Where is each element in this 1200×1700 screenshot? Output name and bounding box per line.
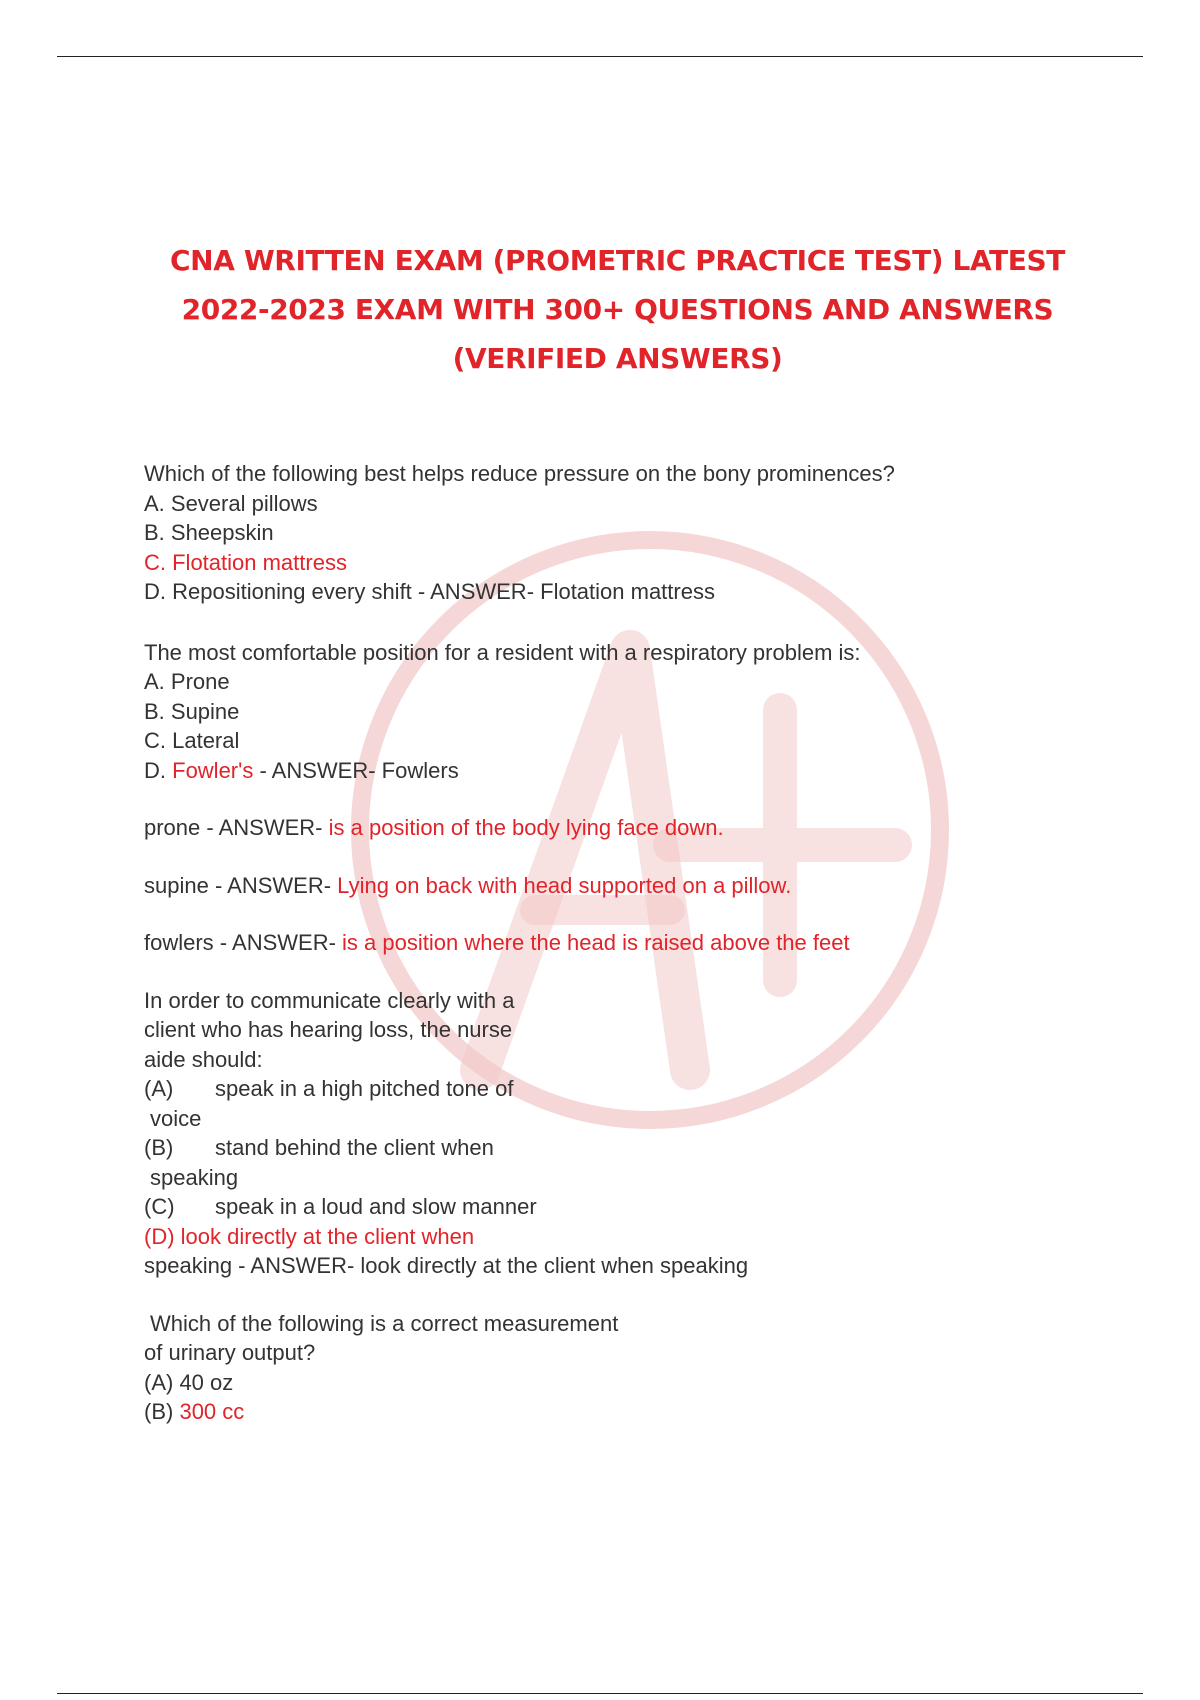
definition-fowlers — [144, 928, 1084, 958]
definition-fowlers-text: is a position where the head is raised above the feet — [342, 930, 850, 955]
q2-option-d — [144, 756, 1084, 786]
question-1: Which of the following best helps reduce pressure on the bony prominences? — [144, 461, 895, 486]
q3-option-b — [144, 1133, 1084, 1163]
q3-option-b-label: (B) — [144, 1135, 174, 1160]
q2-option-c: C. Lateral — [144, 728, 240, 753]
q1-option-c: C. Flotation mattress — [144, 549, 347, 575]
definition-prone-term: prone - ANSWER- — [144, 815, 329, 840]
top-rule — [57, 56, 1143, 57]
q2-option-d-answer: Fowler's — [172, 757, 254, 783]
title-line-3: (VERIFIED ANSWERS) — [452, 342, 783, 375]
q2-option-d-suffix: - ANSWER- Fowlers — [253, 757, 459, 783]
q3-option-c-text: speak in a loud and slow manner — [215, 1194, 537, 1219]
question-3-line-1: In order to communicate clearly with a — [144, 987, 515, 1013]
q3-option-a — [144, 1074, 1084, 1104]
q1-option-b: B. Sheepskin — [144, 520, 274, 545]
title-line-2: 2022-2023 EXAM WITH 300+ QUESTIONS AND ANSWERS — [181, 293, 1054, 326]
title-line-1: CNA WRITTEN EXAM (PROMETRIC PRACTICE TEST) LATEST — [170, 244, 1065, 277]
q3-option-c — [144, 1192, 1084, 1222]
definition-supine-term: supine - ANSWER- — [144, 872, 338, 898]
q3-answer: speaking - ANSWER- look directly at the client when speaking — [144, 1253, 749, 1278]
q3-option-b-cont: speaking — [150, 1164, 239, 1190]
question-4-line-2: of urinary output? — [144, 1340, 316, 1365]
q2-option-a: A. Prone — [144, 669, 230, 694]
q3-option-c-label: (C) — [144, 1194, 175, 1219]
q1-option-a: A. Several pillows — [144, 490, 318, 516]
question-3-line-2: client who has hearing loss, the nurse — [144, 1017, 513, 1042]
definition-supine-text: Lying on back with head supported on a pillow. — [337, 872, 792, 898]
definition-prone — [144, 813, 1084, 843]
document-title — [120, 236, 1115, 383]
question-2: The most comfortable position for a resident with a respiratory problem is: — [144, 639, 861, 665]
q3-option-a-text: speak in a high pitched tone of — [215, 1076, 514, 1101]
q1-option-d: D. Repositioning every shift - ANSWER- Flotation mattress — [144, 579, 715, 604]
bottom-rule — [57, 1693, 1143, 1694]
q3-option-d: (D) look directly at the client when — [144, 1223, 475, 1249]
question-4-line-1: Which of the following is a correct measurement — [150, 1310, 619, 1336]
q2-option-b: B. Supine — [144, 698, 240, 724]
definition-fowlers-term: fowlers - ANSWER- — [144, 930, 343, 955]
q2-option-d-prefix: D. — [144, 757, 173, 783]
q4-option-a: (A) 40 oz — [144, 1369, 234, 1395]
q3-option-a-cont: voice — [150, 1105, 202, 1131]
q4-option-b-prefix: (B) — [144, 1399, 180, 1424]
document-body — [144, 459, 1084, 1427]
q3-option-a-label: (A) — [144, 1076, 174, 1101]
definition-prone-text: is a position of the body lying face down. — [328, 815, 724, 840]
q4-option-b — [144, 1397, 1084, 1427]
q3-option-b-text: stand behind the client when — [215, 1135, 494, 1160]
definition-supine — [144, 871, 1084, 901]
q4-option-b-answer: 300 cc — [179, 1399, 245, 1424]
question-3-line-3: aide should: — [144, 1046, 263, 1072]
